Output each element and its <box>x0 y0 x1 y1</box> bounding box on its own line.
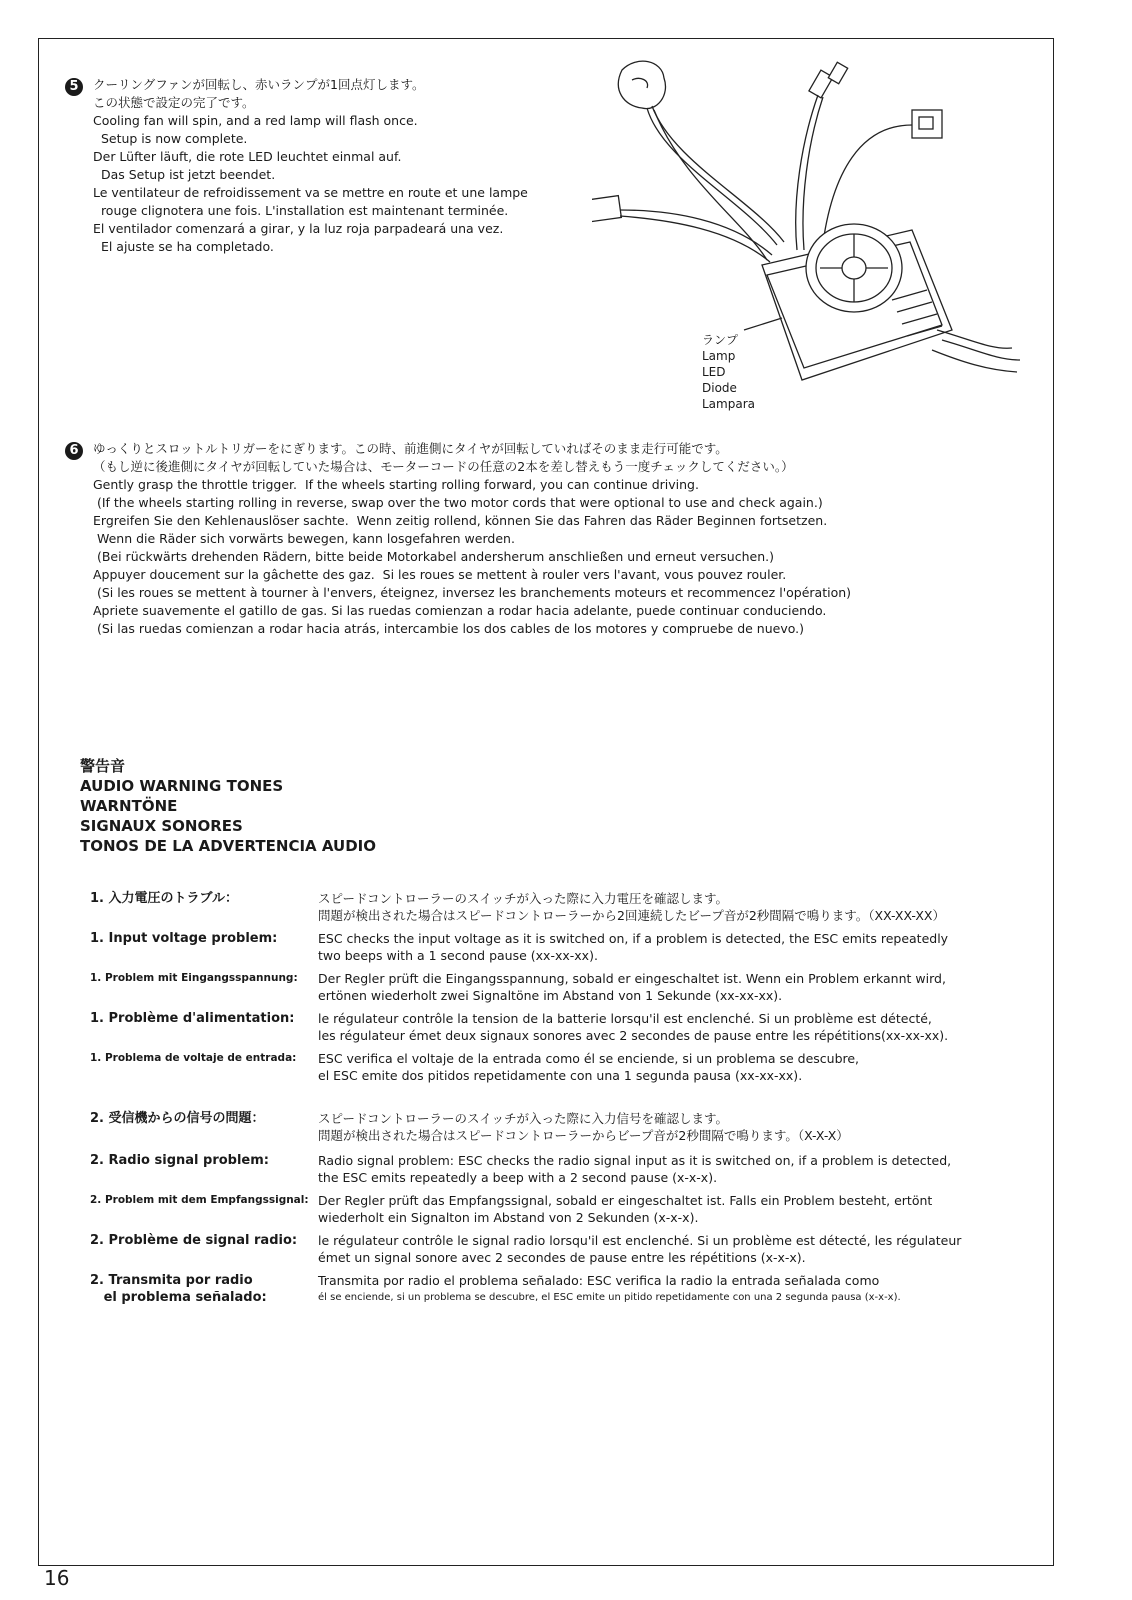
step5-line: El ajuste se ha completado. <box>93 239 274 254</box>
warning-label: 1. Problema de voltaje de entrada: <box>90 1052 297 1064</box>
desc-line: Der Regler prüft die Eingangsspannung, sobald er eingeschaltet ist. Wenn ein Problem erkannt wird, <box>318 971 946 986</box>
heading-fr: SIGNAUX SONORES <box>80 817 243 835</box>
lamp-label-ja: ランプ <box>702 333 739 347</box>
desc-line: wiederholt ein Signalton im Abstand von 2 Sekunden (x-x-x). <box>318 1210 699 1225</box>
warning-desc <box>318 1050 1028 1084</box>
warning-label: 2. 受信機からの信号の問題： <box>90 1111 265 1126</box>
heading-es: TONOS DE LA ADVERTENCIA AUDIO <box>80 837 376 855</box>
desc-line: ertönen wiederholt zwei Signaltöne im Abstand von 1 Sekunde (xx-xx-xx). <box>318 988 783 1003</box>
desc-line: Der Regler prüft das Empfangssignal, sobald er eingeschaltet ist. Falls ein Problem besteht, ertönt <box>318 1193 933 1208</box>
step6-line: (Si les roues se mettent à tourner à l'envers, éteignez, inversez les branchements moteurs et recommencez l'opération) <box>93 585 852 600</box>
desc-line: le régulateur contrôle la tension de la batterie lorsqu'il est enclenché. Si un problème est détecté, <box>318 1011 932 1026</box>
desc-line: les régulateur émet deux signaux sonores avec 2 secondes de pause entre les répétitions(xx-xx-xx). <box>318 1028 949 1043</box>
step5-line: rouge clignotera une fois. L'installation est maintenant terminée. <box>93 203 509 218</box>
step-number-5: 5 <box>65 78 83 96</box>
step-6-text <box>93 440 851 638</box>
desc-line: ESC checks the input voltage as it is switched on, if a problem is detected, the ESC emits repeatedly <box>318 931 949 946</box>
esc-illustration <box>592 50 1022 400</box>
desc-line: le régulateur contrôle le signal radio lorsqu'il est enclenché. Si un problème est détecté, les régulateur <box>318 1233 962 1248</box>
warning-label: 1. Problem mit Eingangsspannung: <box>90 972 298 984</box>
step-number-6: 6 <box>65 442 83 460</box>
step5-line: クーリングファンが回転し、赤いランプが1回点灯します。 <box>93 77 425 92</box>
step5-line: El ventilador comenzará a girar, y la luz roja parpadeará una vez. <box>93 221 504 236</box>
warning-desc <box>318 1192 1028 1226</box>
warning-label: 1. 入力電圧のトラブル： <box>90 891 238 906</box>
step5-line: Das Setup ist jetzt beendet. <box>93 167 276 182</box>
step6-line: (If the wheels starting rolling in reverse, swap over the two motor cords that were optional to use and check again.) <box>93 495 823 510</box>
lamp-callout <box>702 332 755 412</box>
desc-line: Radio signal problem: ESC checks the radio signal input as it is switched on, if a problem is detected, <box>318 1153 952 1168</box>
heading-de: WARNTÖNE <box>80 797 178 815</box>
lamp-label-es: Lampara <box>702 397 755 411</box>
warning-desc <box>318 1010 1028 1044</box>
warning-label: 1. Problème d'alimentation: <box>90 1011 295 1026</box>
warning-label: 2. Problem mit dem Empfangssignal: <box>90 1194 309 1206</box>
heading-en: AUDIO WARNING TONES <box>80 777 284 795</box>
step6-line: ゆっくりとスロットルトリガーをにぎります。この時、前進側にタイヤが回転していればそのまま走行可能です。 <box>93 441 728 456</box>
label-line: el problema señalado: <box>90 1290 267 1305</box>
step6-line: （もし逆に後進側にタイヤが回転していた場合は、モーターコードの任意の2本を差し替えもう一度チェックしてください。） <box>93 459 794 474</box>
step5-line: Setup is now complete. <box>93 131 248 146</box>
page-number: 16 <box>44 1566 70 1590</box>
desc-line: 問題が検出された場合はスピードコントローラーから2回連続したビープ音が2秒間隔で鳴ります。（XX-XX-XX） <box>318 908 945 923</box>
step5-line: この状態で設定の完了です。 <box>93 95 255 110</box>
desc-line: Transmita por radio el problema señalado: ESC verifica la radio la entrada señalada como <box>318 1273 880 1288</box>
lamp-label-led: LED <box>702 365 726 379</box>
warning-desc <box>318 1232 1028 1266</box>
desc-line: two beeps with a 1 second pause (xx-xx-xx). <box>318 948 598 963</box>
warning-label: 2. Radio signal problem: <box>90 1153 269 1168</box>
desc-line: スピードコントローラーのスイッチが入った際に入力電圧を確認します。 <box>318 891 729 906</box>
step6-line: Wenn die Räder sich vorwärts bewegen, kann losgefahren werden. <box>93 531 515 546</box>
warning-label <box>90 1272 315 1306</box>
desc-line: él se enciende, si un problema se descubre, el ESC emite un pitido repetidamente con una 2 segunda pausa (x-x-x). <box>318 1292 901 1303</box>
warning-desc <box>318 890 1028 924</box>
warning-desc <box>318 1152 1028 1186</box>
step6-line: (Bei rückwärts drehenden Rädern, bitte beide Motorkabel andersherum anschließen und erneut versuchen.) <box>93 549 774 564</box>
step6-line: Apriete suavemente el gatillo de gas. Si las ruedas comienzan a rodar hacia adelante, puede continuar conduciendo. <box>93 603 827 618</box>
warning-desc <box>318 1110 1028 1144</box>
desc-line: el ESC emite dos pitidos repetidamente con una 1 segunda pausa (xx-xx-xx). <box>318 1068 803 1083</box>
warning-desc <box>318 930 1028 964</box>
label-line: 2. Transmita por radio <box>90 1273 253 1288</box>
desc-line: émet un signal sonore avec 2 secondes de pause entre les répétitions (x-x-x). <box>318 1250 806 1265</box>
step5-line: Cooling fan will spin, and a red lamp will flash once. <box>93 113 418 128</box>
step5-line: Der Lüfter läuft, die rote LED leuchtet einmal auf. <box>93 149 402 164</box>
step5-line: Le ventilateur de refroidissement va se mettre en route et une lampe <box>93 185 528 200</box>
desc-line: the ESC emits repeatedly a beep with a 2 second pause (x-x-x). <box>318 1170 718 1185</box>
lamp-label-fr: Diode <box>702 381 737 395</box>
warning-label: 2. Problème de signal radio: <box>90 1233 298 1248</box>
warning-desc <box>318 970 1028 1004</box>
heading-ja: 警告音 <box>80 757 126 775</box>
desc-line: 問題が検出された場合はスピードコントローラーからビープ音が2秒間隔で鳴ります。（X-X-X） <box>318 1128 849 1143</box>
step-5-text <box>93 76 528 256</box>
desc-line: スピードコントローラーのスイッチが入った際に入力信号を確認します。 <box>318 1111 729 1126</box>
warning-label: 1. Input voltage problem: <box>90 931 278 946</box>
step6-line: (Si las ruedas comienzan a rodar hacia atrás, intercambie los dos cables de los motores y compruebe de nuevo.) <box>93 621 805 636</box>
lamp-label-en: Lamp <box>702 349 736 363</box>
audio-warning-heading <box>80 756 376 856</box>
step6-line: Ergreifen Sie den Kehlenauslöser sachte. Wenn zeitig rollend, können Sie das Fahren das Räder Beginnen fortsetzen. <box>93 513 828 528</box>
step6-line: Appuyer doucement sur la gâchette des gaz. Si les roues se mettent à rouler vers l'avant, vous pouvez rouler. <box>93 567 787 582</box>
warning-desc <box>318 1272 1028 1306</box>
step6-line: Gently grasp the throttle trigger. If the wheels starting rolling forward, you can continue driving. <box>93 477 699 492</box>
desc-line: ESC verifica el voltaje de la entrada como él se enciende, si un problema se descubre, <box>318 1051 860 1066</box>
